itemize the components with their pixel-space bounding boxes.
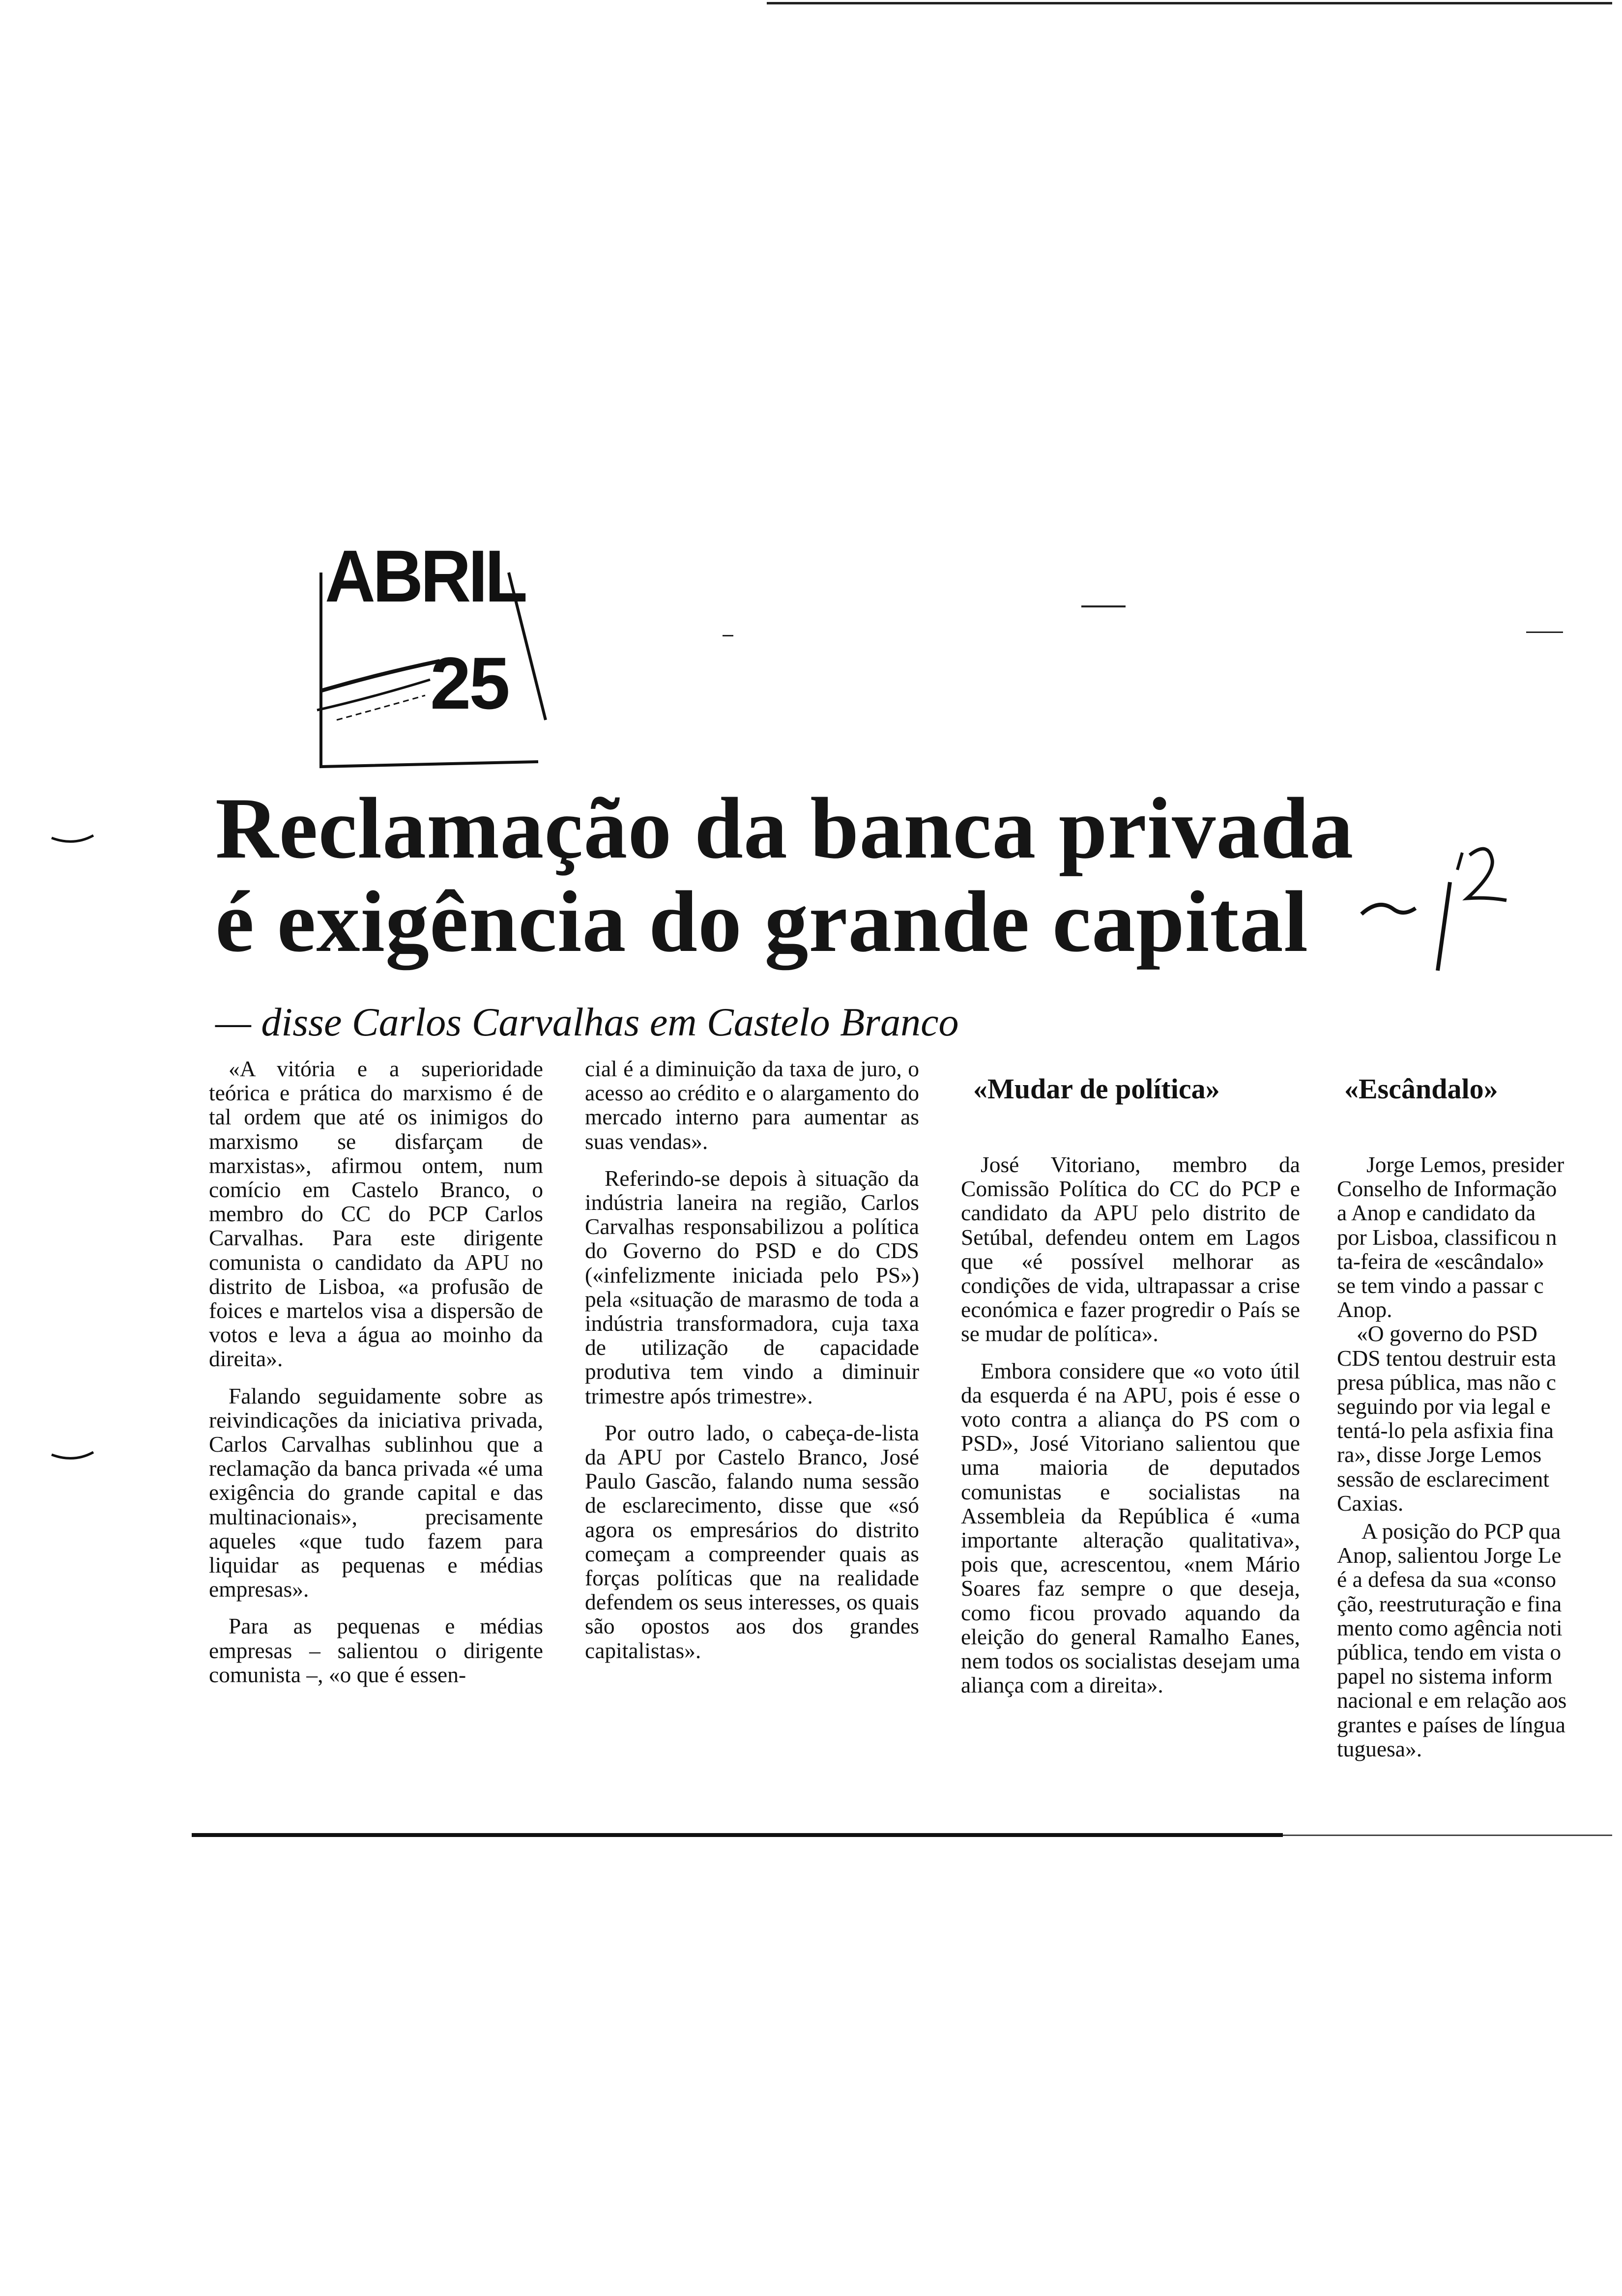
paragraph: Por outro lado, o cabeça-de-lista da APU por Castelo Branco, José Paulo Gascão, falando numa sessão de esclarecimento, disse que «só agora os empresários do distrito começam a compreender quais as forças políticas que na realidade defendem os seus interesses, os quais são opostos aos dos grandes capitalistas». <box>585 1420 919 1663</box>
text-line: por Lisboa, classificou n <box>1337 1224 1557 1250</box>
text-line: Anop, salientou Jorge Le <box>1337 1543 1562 1568</box>
text-line: a Anop e candidato da <box>1337 1200 1536 1226</box>
paragraph: Referindo-se depois à situação da indústria laneira na região, Carlos Carvalhas responsabilizou a política do Governo do PSD e do CDS («infelizmente iniciada pelo PS») pela «situação de marasmo de toda a indústria transformadora, cuja taxa de utilização de capacidade produtiva tem vindo a diminuir trimestre após trimestre». <box>585 1165 919 1408</box>
text-line: Conselho de Informação <box>1337 1176 1557 1202</box>
scan-mark <box>1526 631 1563 633</box>
text-line: pública, tendo em vista o <box>1337 1639 1562 1665</box>
scan-mark <box>1081 605 1126 607</box>
column-1 <box>209 1057 543 1687</box>
text-line: tentá-lo pela asfixia fina <box>1337 1418 1554 1443</box>
scan-mark <box>723 635 733 636</box>
column-3 <box>961 1057 1300 1697</box>
byline: — disse Carlos Carvalhas em Castelo Branco <box>215 1000 959 1044</box>
text-line: CDS tentou destruir esta <box>1337 1345 1557 1371</box>
handwritten-mark <box>1357 835 1524 973</box>
column-2 <box>585 1057 919 1663</box>
paragraph: Para as pequenas e médias empresas – salientou o dirigente comunista –, «o que é essen- <box>209 1613 543 1687</box>
paragraph: «A vitória e a superioridade teórica e prática do marxismo é de tal ordem que até os inimigos do marxismo se disfarçam de marxistas», afirmou ontem, num comício em Castelo Branco, o membro do CC do PCP Carlos Carvalhas. Para este dirigente comunista o candidato da APU no distrito de Lisboa, «a profusão de foices e martelos visa a dispersão de votos e leva a água ao moinho da direita». <box>209 1056 543 1372</box>
bottom-rule-extension <box>1283 1835 1612 1836</box>
text-line: ra», disse Jorge Lemos <box>1337 1442 1542 1467</box>
paragraph: Embora considere que «o voto útil da esquerda é na APU, pois é esse o voto contra a aliança do PS com o PSD», José Vitoriano salientou que uma maioria de deputados comunistas e socialistas na Assembleia da República é «uma importante alteração qualitativa», pois que, acrescentou, «nem Mário Soares faz sempre o que deseja, como ficou provado aquando da eleição do general Ramalho Eanes, nem todos os socialistas desejam uma aliança com a direita». <box>961 1358 1300 1698</box>
headline-line: é exigência do grande capital <box>215 873 1309 970</box>
headline <box>215 781 1444 968</box>
text-line: papel no sistema inform <box>1337 1664 1553 1689</box>
text-line: é a defesa da sua «conso <box>1337 1567 1556 1592</box>
text-line: ta-feira de «escândalo» <box>1337 1248 1544 1274</box>
text-line: nacional e em relação aos <box>1337 1688 1567 1713</box>
paragraph: cial é a diminuição da taxa de juro, o acesso ao crédito e o alargamento do mercado interno para aumentar as suas vendas». <box>585 1056 919 1154</box>
text-line: Caxias. <box>1337 1490 1404 1516</box>
text-line: se tem vindo a passar c <box>1337 1273 1544 1298</box>
bottom-rule <box>192 1833 1283 1837</box>
text-line: Jorge Lemos, presider <box>1366 1152 1564 1177</box>
section-subheading: «Escândalo» <box>1344 1073 1498 1105</box>
paragraph <box>1337 1519 1622 1761</box>
text-line: seguindo por via legal e <box>1337 1394 1551 1419</box>
text-line: A posição do PCP qua <box>1361 1519 1561 1544</box>
text-line: tuguesa». <box>1337 1736 1422 1761</box>
text-line: ção, reestruturação e fina <box>1337 1591 1562 1616</box>
text-line: grantes e países de língua <box>1337 1712 1565 1737</box>
date-day: 25 <box>430 642 508 724</box>
text-line: Anop. <box>1337 1297 1392 1322</box>
paragraph <box>1337 1321 1622 1515</box>
paragraph <box>1337 1152 1622 1321</box>
date-month: ABRIL <box>325 535 525 617</box>
text-line: «O governo do PSD <box>1357 1321 1537 1347</box>
scan-edge-line <box>767 2 1612 4</box>
date-stamp <box>312 535 543 769</box>
text-line: sessão de esclareciment <box>1337 1466 1550 1492</box>
paragraph: Falando seguidamente sobre as reivindicações da iniciativa privada, Carlos Carvalhas sublinhou que a reclamação da banca privada «é uma exigência do grande capital e das multinacionais», precisamente aqueles «que tudo fazem para liquidar as pequenas e médias empresas». <box>209 1383 543 1602</box>
section-subheading: «Mudar de política» <box>973 1073 1220 1105</box>
text-line: mento como agência noti <box>1337 1615 1563 1640</box>
column-4 <box>1337 1057 1622 1761</box>
text-line: presa pública, mas não c <box>1337 1369 1556 1395</box>
headline-line: Reclamação da banca privada <box>215 779 1354 877</box>
paragraph: José Vitoriano, membro da Comissão Política do CC do PCP e candidato da APU pelo distrito de Setúbal, defendeu ontem em Lagos que «é possível melhorar as condições de vida, ultrapassar a crise económica e fazer progredir o País se se mudar de política». <box>961 1152 1300 1347</box>
